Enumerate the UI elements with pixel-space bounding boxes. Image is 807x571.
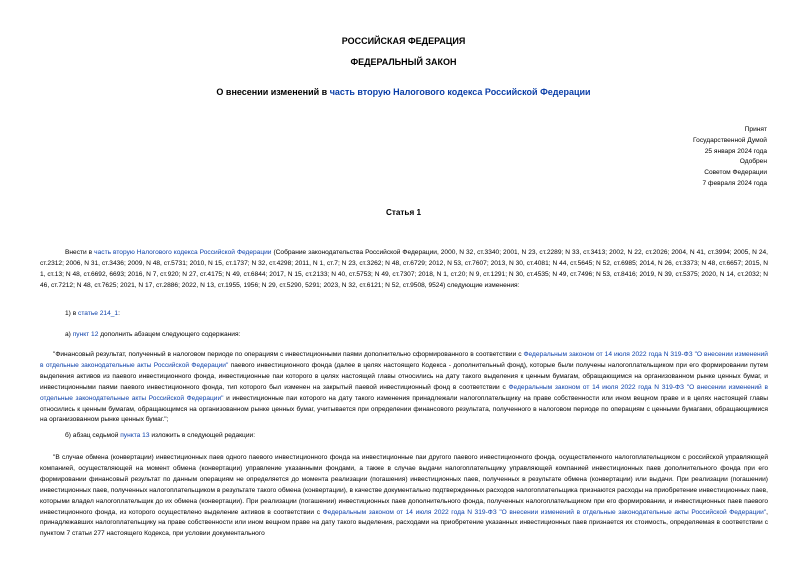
article-214-1-link[interactable]: статье 214_1: [78, 310, 119, 317]
approved-label: Одобрен: [739, 158, 767, 166]
item-1-colon: :: [118, 310, 120, 317]
subitem-a-prefix: а): [65, 331, 73, 338]
law-title: [0, 87, 807, 97]
subitem-a: [65, 330, 765, 341]
quoted-paragraph-2: [40, 453, 768, 540]
law-title-prefix: О внесении изменений в: [216, 87, 330, 97]
subitem-b-prefix: б) абзац седьмой: [65, 432, 121, 439]
quoted-1-text-b: паевого инвестиционного фонда (далее в целях настоящего Кодекса - дополнительный фонд), которые были получены налогоплательщиком при его формировании путем выделения активов из паевого инвестиционного фонда, инвестиционные паи которого в целях настоящей главы относились на дату такого выделения к ценным бумагам, обращающимся на организованном рынке ценных бумаг, и инвестиционными паями паевого инвестиционного фонда, тип которого был изменен на закрытый паевой инвестиционный фонд в соответствии с: [40, 361, 768, 391]
article-title: Статья 1: [385, 208, 422, 217]
point-12-link[interactable]: пункт 12: [72, 331, 99, 338]
quoted-2-text-a: "В случае обмена (конвертации) инвестиционных паев одного паевого инвестиционного фонда на инвестиционные паи другого паевого инвестиционного фонда, осуществленного налогоплательщиком с российской управляющей компанией, осуществляющей на момент обмена (конвертации) управление указанными фондами, а также в случае выдачи налогоплательщику управляющей компанией инвестиционных паев дополнительного фонда при его формировании финансовый результат по данным операциям не определяется до момента реализации (погашения) инвестиционных паев, полученных в результате обмена (конвертации) или выдачи. При реализации (погашении) инвестиционных паев, полученных налогоплательщиком в результате такого обмена (конвертации), в качестве документально подтвержденных расходов налогоплательщика признаются расходы на приобретение инвестиционных паев, которыми владел налогоплательщик до их обмена (конвертации). При реализации (погашении) инвестиционных паев дополнительного фонда, полученных налогоплательщиком при его формировании, и инвестиционных паев паевого инвестиционного фонда, из которого осуществлено выделение активов в соответствии с: [40, 454, 768, 516]
quoted-1-text-c: и инвестиционные паи которого на дату такого изменения принадлежали налогоплательщику на праве собственности или ином вещном праве и в целях настоящей главы относились к ценным бумагам, обращающимся на организованном рынке ценных бумаг, учитывается при определении финансового результата, полученного в налоговом периоде по операциям с ценными бумагами, обращающимися на организованном рынке ценных бумаг.";: [40, 394, 768, 424]
subitem-a-text: дополнить абзацем следующего содержания:: [98, 331, 241, 338]
intro-paragraph: [40, 248, 768, 292]
country-heading: РОССИЙСКАЯ ФЕДЕРАЦИЯ: [341, 36, 466, 46]
item-1: [65, 309, 765, 320]
tax-code-part2-link[interactable]: часть вторую Налогового кодекса Российской Федерации: [94, 249, 272, 256]
item-1-text: 1) в: [65, 310, 79, 317]
subitem-b-text: изложить в следующей редакции:: [149, 432, 256, 439]
quoted-2-text-b: , принадлежавших налогоплательщику на праве собственности или ином вещном праве на дату такого выделения, расходами на приобретение указанных инвестиционных паев признается их стоимость, определяемая в соответствии с пунктом 7 статьи 277 настоящего Кодекса, при условии документального: [40, 508, 768, 538]
doc-type-heading: ФЕДЕРАЛЬНЫЙ ЗАКОН: [350, 57, 457, 67]
point-13-link[interactable]: пункта 13: [120, 432, 150, 439]
approved-by: Советом Федерации: [704, 169, 767, 177]
acceptance-block: [607, 125, 767, 190]
accepted-by: Государственной Думой: [693, 136, 767, 144]
approved-date: 7 февраля 2024 года: [702, 179, 767, 187]
intro-text-rest: (Собрание законодательства Российской Федерации, 2000, N 32, ст.3340; 2001, N 23, ст.2289; N 33, ст.3413; 2002, N 22, ст.2026; 2004, N 41, ст.3994; 2005, N 24, ст.2312; 2006, N 31, ст.3436; 2009, N 48, ст.5731; 2010, N 15, ст.1737; N 32, ст.4298; 2011, N 1, ст.7; N 23, ст.3262; N 48, ст.6729; 2012, N 53, ст.7607; 2013, N 30, ст.4081; N 44, ст.5645; N 52, ст.6985; 2014, N 26, ст.3373; N 48, ст.6657; 2015, N 1, ст.13; N 48, ст.6692, 6693; 2016, N 7, ст.920; N 27, ст.4175; N 49, ст.6844; 2017, N 15, ст.2133; N 40, ст.5753; N 49, ст.7307; 2018, N 1, ст.20; N 9, ст.1291; N 30, ст.4535; N 49, ст.7496; N 53, ст.8416; 2019, N 39, ст.5375; 2020, N 14, ст.2032; N 46, ст.7212; N 48, ст.7625; 2021, N 17, ст.2886; 2022, N 13, ст.1955, 1956; N 29, ст.5290, 5291; 2023, N 32, ст.6121; N 52, ст.9508, 9524) следующие изменения:: [40, 249, 768, 289]
accepted-label: Принят: [744, 126, 767, 133]
federal-law-319-link-2[interactable]: Федеральным законом от 14 июля 2022 года N 319-ФЗ "О внесении изменений в отдельные законодательные акты Российской Федерации": [40, 383, 769, 402]
tax-code-link[interactable]: часть вторую Налогового кодекса Российской Федерации: [329, 87, 591, 97]
accepted-date: 25 января 2024 года: [704, 147, 767, 155]
quoted-paragraph-1: [40, 350, 768, 426]
quoted-1-text-a: "Финансовый результат, полученный в налоговом периоде по операциям с инвестиционными паями дополнительно сформированного в соответствии с: [53, 351, 524, 358]
federal-law-319-link-3[interactable]: Федеральным законом от 14 июля 2022 года N 319-ФЗ "О внесении изменений в отдельные законодательные акты Российской Федерации": [322, 508, 767, 516]
subitem-b: [65, 431, 765, 442]
intro-text-start: Внести в: [65, 249, 95, 256]
federal-law-319-link-1[interactable]: Федеральным законом от 14 июля 2022 года N 319-ФЗ "О внесении изменений в отдельные законодательные акты Российской Федерации": [40, 351, 768, 369]
